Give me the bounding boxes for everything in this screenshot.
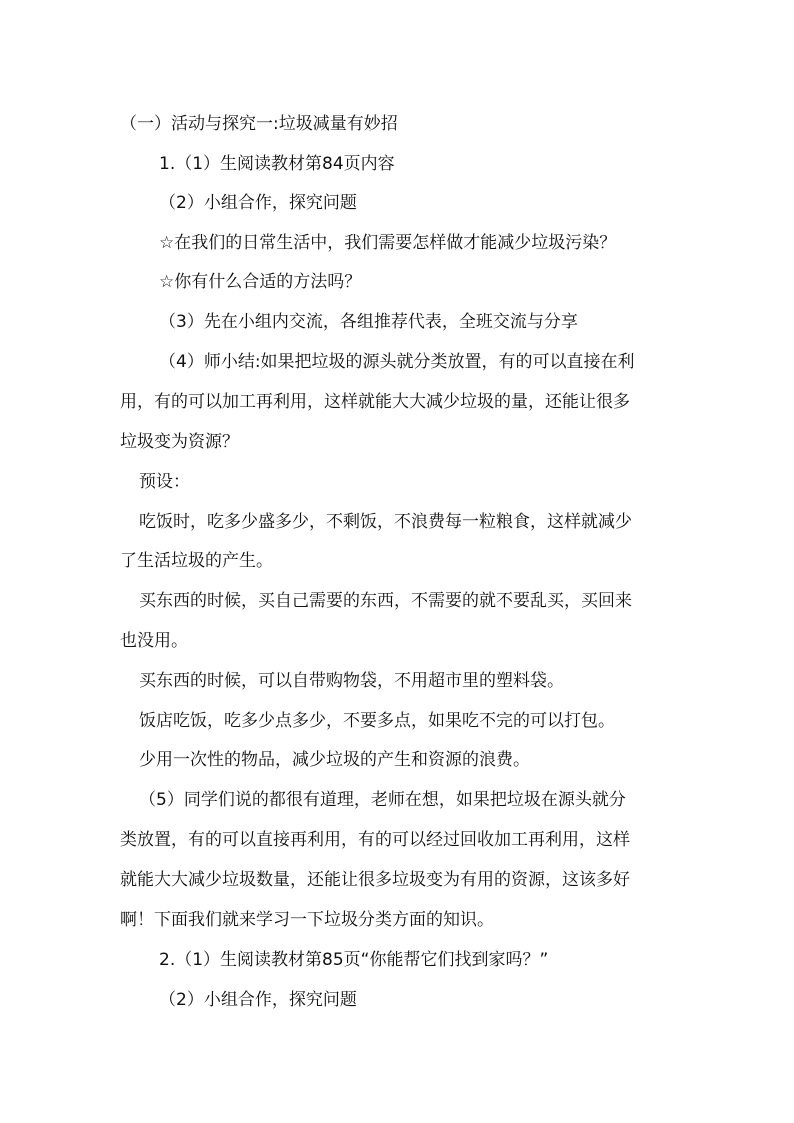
step-1-4-line-1: （4）师小结:如果把垃圾的源头就分类放置，有的可以直接在利 [159,352,635,372]
preset-label: 预设： [139,472,190,492]
step-1-5-line-3: 就能大大减少垃圾数量，还能让很多垃圾变为有用的资源，这该多好 [120,870,630,890]
preset-4: 饭店吃饭，吃多少点多少，不要多点，如果吃不完的可以打包。 [139,711,615,731]
question-1: ☆在我们的日常生活中，我们需要怎样做才能减少垃圾污染？ [159,233,617,253]
step-2-2: （2）小组合作，探究问题 [159,990,357,1010]
preset-3: 买东西的时候，可以自带购物袋，不用超市里的塑料袋。 [139,671,564,691]
preset-2-line-2: 也没用。 [120,631,188,651]
question-2: ☆你有什么合适的方法吗？ [159,272,362,292]
step-1-5-line-4: 啊！下面我们就来学习一下垃圾分类方面的知识。 [120,910,494,930]
preset-2-line-1: 买东西的时候，买自己需要的东西，不需要的就不要乱买，买回来 [139,591,632,611]
step-1-1: 1.（1）生阅读教材第84页内容 [159,154,395,174]
step-1-3: （3）先在小组内交流，各组推荐代表，全班交流与分享 [159,312,578,332]
step-1-5-line-1: （5）同学们说的都很有道理，老师在想，如果把垃圾在源头就分 [139,790,626,810]
section-heading: （一）活动与探究一:垃圾减量有妙招 [120,114,398,134]
step-1-4-line-2: 用，有的可以加工再利用，这样就能大大减少垃圾的量，还能让很多 [120,392,630,412]
step-2-1: 2.（1）生阅读教材第85页“你能帮它们找到家吗？” [159,950,549,970]
preset-1-line-1: 吃饭时，吃多少盛多少，不剩饭，不浪费每一粒粮食，这样就减少 [139,512,632,532]
step-1-5-line-2: 类放置，有的可以直接再利用，有的可以经过回收加工再利用，这样 [120,830,630,850]
preset-5: 少用一次性的物品，减少垃圾的产生和资源的浪费。 [139,750,530,770]
preset-1-line-2: 了生活垃圾的产生。 [120,551,273,571]
step-1-2: （2）小组合作，探究问题 [159,193,357,213]
step-1-4-line-3: 垃圾变为资源？ [120,432,239,452]
